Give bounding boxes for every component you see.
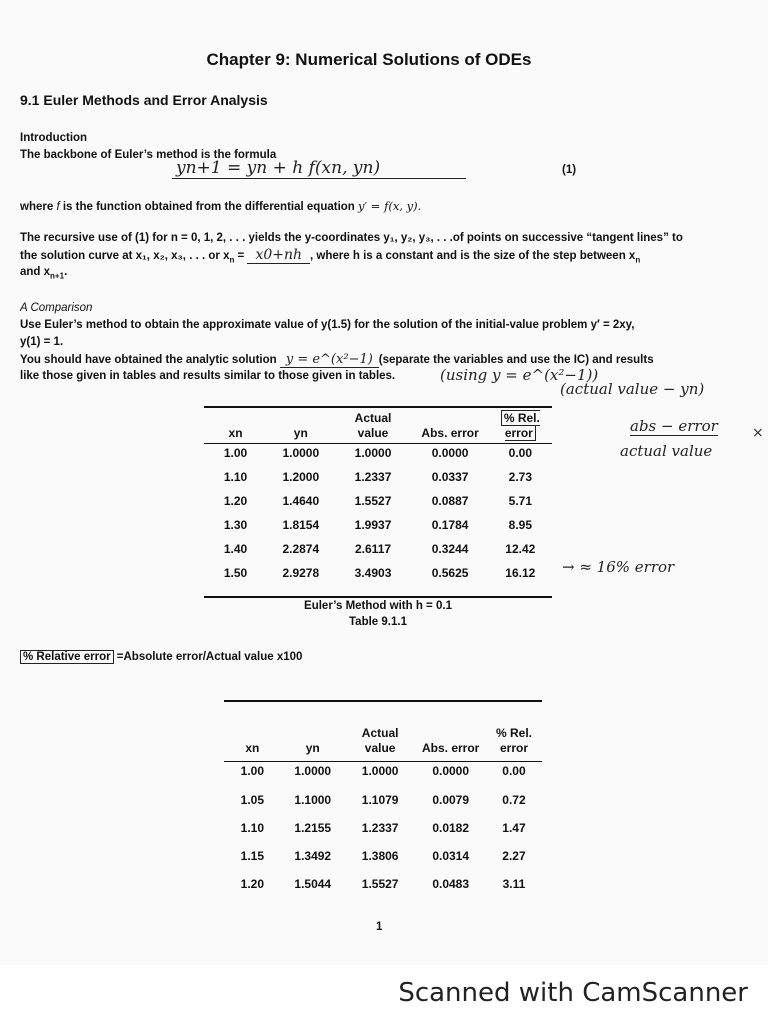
table-cell: 2.2874 [282,542,320,556]
table-cell: 1.9937 [354,518,392,532]
table2-header: % Rel. error [495,726,532,755]
table1-bottom-rule [204,596,552,598]
table1-caption: Euler’s Method with h = 0.1 [304,600,452,612]
table-cell: 1.1000 [294,793,332,807]
table-row [204,513,552,537]
section-title: 9.1 Euler Methods and Error Analysis [20,92,268,108]
table1-header: yn [293,426,308,440]
table-cell: 1.4640 [282,494,320,508]
scanner-watermark: Scanned with CamScanner [398,978,748,1008]
table2-header: Abs. error [422,741,480,755]
table-cell: 2.9278 [282,566,320,580]
table-cell: 1.30 [223,518,248,532]
equation-number: (1) [562,164,577,176]
table2-header: yn [305,741,320,755]
table-cell: 0.0337 [431,470,469,484]
table1-top-rule [204,406,552,408]
table-cell: 1.1079 [361,793,399,807]
intro-line2: where f is the function obtained from the differential equation y′ = f(x, y). [20,199,422,213]
table-cell: 1.0000 [294,764,332,778]
table-cell: 16.12 [505,566,536,580]
table-row [204,441,552,465]
table-row [224,814,542,842]
note-actual: (actual value − yn) [560,380,705,398]
table-cell: 0.0079 [432,793,470,807]
table-cell: 1.20 [223,494,248,508]
table-cell: 0.00 [508,446,532,460]
table-cell: 1.2155 [294,821,332,835]
table2 [224,708,542,898]
table-cell: 0.0483 [432,877,470,891]
table1-header: xn [228,426,243,440]
table-cell: 1.50 [223,566,248,580]
table2-top-rule [224,700,542,702]
table-cell: 0.3244 [431,542,469,556]
table-cell: 0.0887 [431,494,469,508]
table-cell: 1.0000 [354,446,392,460]
table-cell: 1.0000 [282,446,320,460]
chapter-title: Chapter 9: Numerical Solutions of ODEs [206,50,532,69]
handwritten-formula: yn+1 = yn + h f(xn, yn) [172,158,466,179]
table-cell: 1.5527 [361,877,399,891]
table-cell: 1.0000 [361,764,399,778]
table-cell: 3.11 [502,877,526,891]
table-row [224,786,542,814]
table-row [204,489,552,513]
table-cell: 12.42 [505,542,536,556]
table1-header: Abs. error [421,426,479,440]
intro-heading: Introduction [20,132,88,144]
table-cell: 1.20 [240,877,265,891]
table-cell: 1.40 [223,542,248,556]
table-cell: 1.3806 [361,849,399,863]
table2-header: xn [245,741,260,755]
page-number: 1 [376,921,383,933]
table-row [224,842,542,870]
table-cell: 2.73 [508,470,532,484]
table-cell: 0.0314 [432,849,470,863]
table2-header-rule [224,761,542,762]
table1-header-rule [204,443,552,444]
comparison-heading: A Comparison [20,302,93,314]
table-cell: 0.0000 [431,446,469,460]
table1-header: % Rel. error [489,409,552,441]
table-cell: 1.5527 [354,494,392,508]
table-cell: 0.72 [502,793,526,807]
table-cell: 1.10 [223,470,248,484]
table-cell: 2.27 [502,849,526,863]
intro-line1: The backbone of Euler’s method is the formula [20,149,277,161]
table-cell: 0.1784 [431,518,469,532]
table-cell: 2.6117 [355,542,392,556]
comparison-line1: Use Euler’s method to obtain the approximate value of y(1.5) for the solution of the initial-value problem y′ = 2xy, [20,319,635,331]
table-cell: 1.15 [240,849,265,863]
recursive-line1: The recursive use of (1) for n = 0, 1, 2, . . . yields the y-coordinates y₁, y₂, y₃, . . .of points on successive “tangent lines” to [20,232,683,244]
table-cell: 1.2337 [354,470,392,484]
table-cell: 1.3492 [294,849,332,863]
table1-header: Actual value [354,411,392,440]
table-cell: 0.0182 [432,821,470,835]
table-cell: 1.05 [240,793,265,807]
comparison-line4: like those given in tables and results similar to those given in tables. [20,370,396,382]
table-cell: 0.5625 [431,566,469,580]
table-cell: 1.2337 [361,821,399,835]
note-x: × [752,425,764,441]
table-cell: 1.00 [223,446,248,460]
table1-label: Table 9.1.1 [349,616,407,628]
table-cell: 1.8154 [282,518,320,532]
table-cell: 0.00 [502,764,526,778]
table-row [204,465,552,489]
comparison-line3: You should have obtained the analytic solution y = e^(x²−1) (separate the variables and use the IC) and results [20,352,654,367]
table1 [204,409,552,585]
note-actual-value: actual value [620,442,713,460]
table-row [204,537,552,561]
table-cell: 1.2000 [282,470,320,484]
table-cell: 3.4903 [354,566,392,580]
table-cell: 1.47 [502,821,526,835]
table-row [224,870,542,898]
note-16-percent: → ≈ 16% error [562,558,675,576]
table-cell: 1.10 [240,821,265,835]
table-cell: 1.5044 [294,877,332,891]
table-cell: 0.0000 [432,764,470,778]
table-cell: 8.95 [508,518,532,532]
table-row [204,561,552,585]
comparison-line2: y(1) = 1. [20,336,64,348]
table-cell: 1.00 [240,764,265,778]
recursive-line2: the solution curve at x₁, x₂, x₃, . . . or $x_n = x0+nh$ , where h is a constant and is the size of the step between $x_n$ [20,247,641,265]
relative-error-definition: % Relative error =Absolute error/Actual value x100 [20,650,302,665]
note-using: (using y = e^(x²−1)) [440,366,599,384]
table-cell: 5.71 [508,494,532,508]
note-abs-error: abs − error [630,417,718,435]
recursive-line3: and $x_{n+1}$. [20,266,68,281]
table2-header: Actual value [361,726,399,755]
